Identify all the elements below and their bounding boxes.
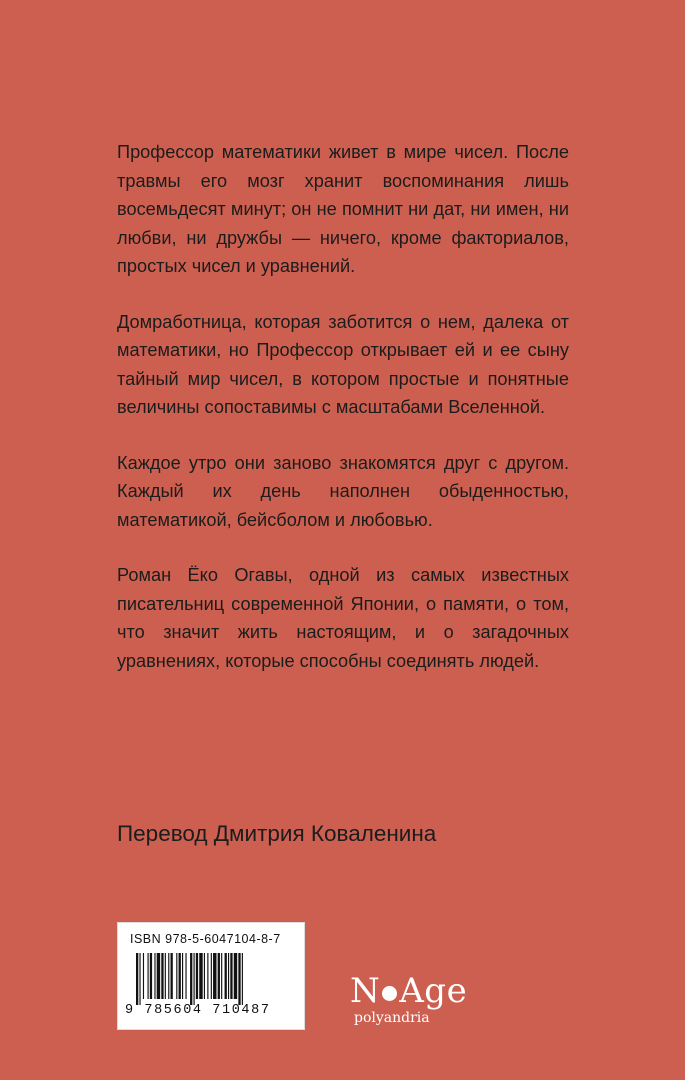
logo-letter-n: N — [350, 971, 381, 1011]
translator-credit: Перевод Дмитрия Коваленина — [117, 821, 437, 846]
barcode-bar — [234, 953, 237, 999]
noage-logo — [350, 971, 490, 1011]
barcode-bar — [207, 953, 208, 999]
barcode-bar — [136, 953, 138, 1005]
isbn-barcode-label — [117, 922, 305, 1030]
logo-dot-icon — [382, 986, 397, 1001]
barcode-bar — [150, 953, 152, 999]
isbn-number: ISBN 978-5-6047104-8-7 — [130, 932, 281, 946]
barcode-bar — [185, 953, 186, 999]
barcode-bar — [213, 953, 216, 999]
barcode-bar — [196, 953, 198, 999]
blurb-paragraph-3: Каждое утро они заново знакомятся друг с другом. Каждый их день наполнен обыденностью, математикой, бейсболом и любовью. — [117, 452, 569, 530]
barcode-bar — [139, 953, 140, 1005]
barcode-bar — [211, 953, 212, 999]
barcode-bar — [157, 953, 160, 999]
barcode-bar — [161, 953, 163, 999]
barcode-bar — [165, 953, 166, 999]
imprint-name: polyandria — [354, 1010, 430, 1026]
barcode-bar — [225, 953, 227, 999]
logo-word-age: Age — [399, 971, 468, 1011]
barcode-bar — [221, 953, 222, 999]
publisher-logo — [350, 971, 490, 1026]
barcode-bar — [154, 953, 155, 999]
barcode-bar — [171, 953, 173, 999]
barcode-icon — [136, 953, 288, 1005]
barcode-digits: 9 785604 710487 — [125, 1003, 271, 1018]
barcode-bar — [199, 953, 202, 999]
barcode-bar — [242, 953, 243, 1005]
barcode-bar — [230, 953, 232, 999]
barcode-bar — [218, 953, 220, 999]
barcode-bar — [176, 953, 177, 999]
blurb-text — [117, 138, 569, 702]
barcode-bar — [204, 953, 205, 999]
blurb-paragraph-1: Профессор математики живет в мире чисел. После травмы его мозг хранит воспоминания лишь восемьдесят минут; он не помнит ни дат, ни имен, ни любви, ни дружбы — ничего, кроме факториалов, простых чисел и уравнений. — [117, 142, 569, 276]
barcode-bar — [238, 953, 240, 1005]
blurb-paragraph-4: Роман Ёко Огавы, одной из самых известных писательниц современной Японии, о памяти, о том, что значит жить настоящим, и о загадочных уравнениях, которые способны соединять людей. — [117, 565, 569, 671]
barcode-bar — [168, 953, 169, 999]
barcode-bar — [179, 953, 181, 999]
barcode-bar — [182, 953, 183, 999]
barcode-bar — [190, 953, 192, 1005]
barcode-bar — [148, 953, 149, 999]
barcode-bar — [194, 953, 195, 1005]
blurb-paragraph-2: Домработница, которая заботится о нем, далека от математики, но Профессор открывает ей и ее сыну тайный мир чисел, в котором простые и понятные величины сопоставимы с масштабами Вселенной. — [117, 311, 569, 417]
barcode-bar — [228, 953, 229, 999]
barcode-bar — [143, 953, 144, 999]
